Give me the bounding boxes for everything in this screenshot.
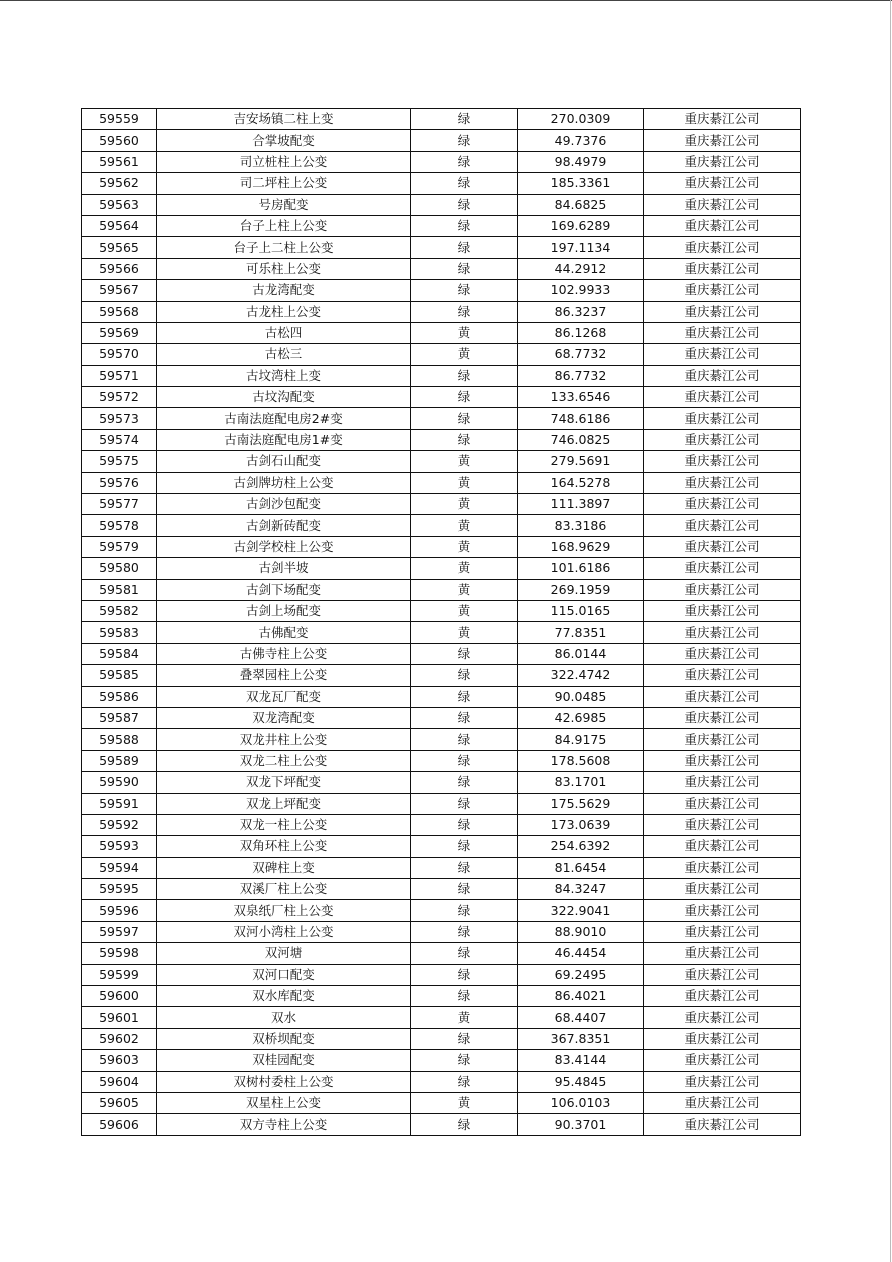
page-right-border	[890, 0, 891, 1262]
status-color-cell: 黄	[411, 472, 518, 493]
status-color-cell: 黄	[411, 515, 518, 536]
status-color-cell: 绿	[411, 707, 518, 728]
table-row	[82, 515, 801, 536]
company-cell: 重庆綦江公司	[644, 793, 801, 814]
company-cell: 重庆綦江公司	[644, 750, 801, 771]
value-cell: 185.3361	[518, 173, 644, 194]
value-cell: 133.6546	[518, 387, 644, 408]
company-cell: 重庆綦江公司	[644, 1028, 801, 1049]
company-cell: 重庆綦江公司	[644, 365, 801, 386]
row-id-cell: 59592	[82, 814, 157, 835]
transformer-name-cell: 双水库配变	[157, 986, 411, 1007]
transformer-name-cell: 古龙湾配变	[157, 280, 411, 301]
transformer-table	[81, 108, 801, 1136]
company-cell: 重庆綦江公司	[644, 237, 801, 258]
value-cell: 83.4144	[518, 1050, 644, 1071]
table-row	[82, 879, 801, 900]
company-cell: 重庆綦江公司	[644, 408, 801, 429]
table-row	[82, 665, 801, 686]
value-cell: 86.7732	[518, 365, 644, 386]
transformer-name-cell: 吉安场镇二柱上变	[157, 109, 411, 130]
transformer-name-cell: 古剑学校柱上公变	[157, 536, 411, 557]
company-cell: 重庆綦江公司	[644, 964, 801, 985]
table-row	[82, 387, 801, 408]
table-row	[82, 900, 801, 921]
company-cell: 重庆綦江公司	[644, 643, 801, 664]
status-color-cell: 绿	[411, 814, 518, 835]
table-row	[82, 814, 801, 835]
row-id-cell: 59596	[82, 900, 157, 921]
table-row	[82, 1028, 801, 1049]
status-color-cell: 绿	[411, 280, 518, 301]
transformer-name-cell: 双星柱上公变	[157, 1092, 411, 1113]
value-cell: 175.5629	[518, 793, 644, 814]
row-id-cell: 59581	[82, 579, 157, 600]
table-row	[82, 365, 801, 386]
transformer-name-cell: 古松三	[157, 344, 411, 365]
table-row	[82, 579, 801, 600]
row-id-cell: 59566	[82, 258, 157, 279]
table-row	[82, 408, 801, 429]
status-color-cell: 绿	[411, 665, 518, 686]
value-cell: 81.6454	[518, 857, 644, 878]
row-id-cell: 59605	[82, 1092, 157, 1113]
company-cell: 重庆綦江公司	[644, 130, 801, 151]
status-color-cell: 绿	[411, 151, 518, 172]
transformer-name-cell: 古剑石山配变	[157, 451, 411, 472]
row-id-cell: 59584	[82, 643, 157, 664]
status-color-cell: 黄	[411, 1007, 518, 1028]
value-cell: 86.0144	[518, 643, 644, 664]
table-row	[82, 1007, 801, 1028]
page-top-border	[0, 0, 892, 1]
company-cell: 重庆綦江公司	[644, 622, 801, 643]
value-cell: 90.3701	[518, 1114, 644, 1135]
value-cell: 101.6186	[518, 558, 644, 579]
row-id-cell: 59577	[82, 494, 157, 515]
row-id-cell: 59573	[82, 408, 157, 429]
transformer-name-cell: 古剑新砖配变	[157, 515, 411, 536]
value-cell: 42.6985	[518, 707, 644, 728]
transformer-name-cell: 双桥坝配变	[157, 1028, 411, 1049]
table-row	[82, 173, 801, 194]
status-color-cell: 黄	[411, 494, 518, 515]
row-id-cell: 59606	[82, 1114, 157, 1135]
status-color-cell: 绿	[411, 1028, 518, 1049]
status-color-cell: 黄	[411, 622, 518, 643]
transformer-name-cell: 古坟沟配变	[157, 387, 411, 408]
transformer-name-cell: 双龙二柱上公变	[157, 750, 411, 771]
transformer-name-cell: 双河塘	[157, 943, 411, 964]
value-cell: 90.0485	[518, 686, 644, 707]
table-row	[82, 322, 801, 343]
company-cell: 重庆綦江公司	[644, 772, 801, 793]
row-id-cell: 59598	[82, 943, 157, 964]
status-color-cell: 黄	[411, 344, 518, 365]
table-row	[82, 536, 801, 557]
value-cell: 164.5278	[518, 472, 644, 493]
row-id-cell: 59595	[82, 879, 157, 900]
status-color-cell: 绿	[411, 750, 518, 771]
value-cell: 279.5691	[518, 451, 644, 472]
row-id-cell: 59585	[82, 665, 157, 686]
row-id-cell: 59580	[82, 558, 157, 579]
row-id-cell: 59587	[82, 707, 157, 728]
value-cell: 106.0103	[518, 1092, 644, 1113]
table-row	[82, 472, 801, 493]
status-color-cell: 黄	[411, 536, 518, 557]
status-color-cell: 绿	[411, 429, 518, 450]
company-cell: 重庆綦江公司	[644, 109, 801, 130]
value-cell: 84.9175	[518, 729, 644, 750]
company-cell: 重庆綦江公司	[644, 900, 801, 921]
value-cell: 254.6392	[518, 836, 644, 857]
transformer-name-cell: 古龙柱上公变	[157, 301, 411, 322]
transformer-name-cell: 双桂园配变	[157, 1050, 411, 1071]
transformer-name-cell: 双溪厂柱上公变	[157, 879, 411, 900]
company-cell: 重庆綦江公司	[644, 986, 801, 1007]
row-id-cell: 59594	[82, 857, 157, 878]
table-row	[82, 280, 801, 301]
status-color-cell: 绿	[411, 964, 518, 985]
table-row	[82, 986, 801, 1007]
company-cell: 重庆綦江公司	[644, 665, 801, 686]
row-id-cell: 59588	[82, 729, 157, 750]
status-color-cell: 绿	[411, 173, 518, 194]
transformer-name-cell: 古剑沙包配变	[157, 494, 411, 515]
row-id-cell: 59593	[82, 836, 157, 857]
transformer-name-cell: 古佛配变	[157, 622, 411, 643]
company-cell: 重庆綦江公司	[644, 515, 801, 536]
transformer-name-cell: 古剑下场配变	[157, 579, 411, 600]
company-cell: 重庆綦江公司	[644, 707, 801, 728]
value-cell: 748.6186	[518, 408, 644, 429]
transformer-name-cell: 古剑牌坊柱上公变	[157, 472, 411, 493]
row-id-cell: 59568	[82, 301, 157, 322]
row-id-cell: 59589	[82, 750, 157, 771]
status-color-cell: 绿	[411, 109, 518, 130]
row-id-cell: 59562	[82, 173, 157, 194]
status-color-cell: 绿	[411, 921, 518, 942]
row-id-cell: 59578	[82, 515, 157, 536]
status-color-cell: 绿	[411, 900, 518, 921]
row-id-cell: 59571	[82, 365, 157, 386]
table-row	[82, 750, 801, 771]
value-cell: 270.0309	[518, 109, 644, 130]
table-row	[82, 707, 801, 728]
table-row	[82, 964, 801, 985]
transformer-name-cell: 叠翠园柱上公变	[157, 665, 411, 686]
company-cell: 重庆綦江公司	[644, 1092, 801, 1113]
transformer-name-cell: 双碑柱上变	[157, 857, 411, 878]
company-cell: 重庆綦江公司	[644, 173, 801, 194]
value-cell: 88.9010	[518, 921, 644, 942]
value-cell: 173.0639	[518, 814, 644, 835]
row-id-cell: 59574	[82, 429, 157, 450]
status-color-cell: 绿	[411, 986, 518, 1007]
table-body	[82, 109, 801, 1136]
company-cell: 重庆綦江公司	[644, 494, 801, 515]
value-cell: 84.3247	[518, 879, 644, 900]
row-id-cell: 59561	[82, 151, 157, 172]
transformer-name-cell: 双龙一柱上公变	[157, 814, 411, 835]
transformer-name-cell: 双水	[157, 1007, 411, 1028]
transformer-name-cell: 台子上柱上公变	[157, 215, 411, 236]
status-color-cell: 绿	[411, 836, 518, 857]
transformer-name-cell: 双泉纸厂柱上公变	[157, 900, 411, 921]
transformer-name-cell: 古南法庭配电房1#变	[157, 429, 411, 450]
status-color-cell: 绿	[411, 729, 518, 750]
company-cell: 重庆綦江公司	[644, 814, 801, 835]
transformer-name-cell: 司立桩柱上公变	[157, 151, 411, 172]
table-row	[82, 558, 801, 579]
value-cell: 83.1701	[518, 772, 644, 793]
company-cell: 重庆綦江公司	[644, 1050, 801, 1071]
value-cell: 77.8351	[518, 622, 644, 643]
status-color-cell: 绿	[411, 1071, 518, 1092]
company-cell: 重庆綦江公司	[644, 879, 801, 900]
transformer-name-cell: 双角环柱上公变	[157, 836, 411, 857]
table-row	[82, 1050, 801, 1071]
company-cell: 重庆綦江公司	[644, 558, 801, 579]
value-cell: 44.2912	[518, 258, 644, 279]
status-color-cell: 绿	[411, 301, 518, 322]
table-row	[82, 301, 801, 322]
status-color-cell: 绿	[411, 130, 518, 151]
company-cell: 重庆綦江公司	[644, 344, 801, 365]
status-color-cell: 黄	[411, 558, 518, 579]
row-id-cell: 59576	[82, 472, 157, 493]
row-id-cell: 59582	[82, 600, 157, 621]
transformer-name-cell: 古剑半坡	[157, 558, 411, 579]
value-cell: 86.3237	[518, 301, 644, 322]
company-cell: 重庆綦江公司	[644, 322, 801, 343]
value-cell: 168.9629	[518, 536, 644, 557]
status-color-cell: 黄	[411, 322, 518, 343]
table-row	[82, 1092, 801, 1113]
table-row	[82, 921, 801, 942]
value-cell: 322.4742	[518, 665, 644, 686]
company-cell: 重庆綦江公司	[644, 451, 801, 472]
table-row	[82, 1114, 801, 1135]
row-id-cell: 59597	[82, 921, 157, 942]
row-id-cell: 59564	[82, 215, 157, 236]
transformer-name-cell: 古松四	[157, 322, 411, 343]
table-row	[82, 622, 801, 643]
table-row	[82, 793, 801, 814]
transformer-name-cell: 可乐柱上公变	[157, 258, 411, 279]
row-id-cell: 59563	[82, 194, 157, 215]
status-color-cell: 绿	[411, 686, 518, 707]
transformer-name-cell: 古南法庭配电房2#变	[157, 408, 411, 429]
transformer-name-cell: 号房配变	[157, 194, 411, 215]
value-cell: 46.4454	[518, 943, 644, 964]
value-cell: 178.5608	[518, 750, 644, 771]
value-cell: 98.4979	[518, 151, 644, 172]
transformer-name-cell: 双方寺柱上公变	[157, 1114, 411, 1135]
value-cell: 169.6289	[518, 215, 644, 236]
status-color-cell: 黄	[411, 600, 518, 621]
table-row	[82, 729, 801, 750]
status-color-cell: 绿	[411, 408, 518, 429]
row-id-cell: 59583	[82, 622, 157, 643]
status-color-cell: 黄	[411, 451, 518, 472]
table-row	[82, 344, 801, 365]
value-cell: 68.4407	[518, 1007, 644, 1028]
status-color-cell: 绿	[411, 1050, 518, 1071]
row-id-cell: 59572	[82, 387, 157, 408]
company-cell: 重庆綦江公司	[644, 429, 801, 450]
table-row	[82, 151, 801, 172]
company-cell: 重庆綦江公司	[644, 600, 801, 621]
value-cell: 86.4021	[518, 986, 644, 1007]
table-row	[82, 215, 801, 236]
row-id-cell: 59602	[82, 1028, 157, 1049]
row-id-cell: 59575	[82, 451, 157, 472]
row-id-cell: 59601	[82, 1007, 157, 1028]
company-cell: 重庆綦江公司	[644, 258, 801, 279]
company-cell: 重庆綦江公司	[644, 836, 801, 857]
value-cell: 269.1959	[518, 579, 644, 600]
status-color-cell: 绿	[411, 387, 518, 408]
company-cell: 重庆綦江公司	[644, 280, 801, 301]
value-cell: 83.3186	[518, 515, 644, 536]
status-color-cell: 绿	[411, 879, 518, 900]
table-row	[82, 1071, 801, 1092]
value-cell: 49.7376	[518, 130, 644, 151]
row-id-cell: 59603	[82, 1050, 157, 1071]
company-cell: 重庆綦江公司	[644, 943, 801, 964]
row-id-cell: 59591	[82, 793, 157, 814]
value-cell: 197.1134	[518, 237, 644, 258]
status-color-cell: 绿	[411, 943, 518, 964]
value-cell: 111.3897	[518, 494, 644, 515]
value-cell: 322.9041	[518, 900, 644, 921]
transformer-name-cell: 双龙湾配变	[157, 707, 411, 728]
table-row	[82, 237, 801, 258]
table-row	[82, 857, 801, 878]
company-cell: 重庆綦江公司	[644, 1007, 801, 1028]
status-color-cell: 绿	[411, 772, 518, 793]
row-id-cell: 59569	[82, 322, 157, 343]
table-row	[82, 130, 801, 151]
transformer-name-cell: 双龙瓦厂配变	[157, 686, 411, 707]
status-color-cell: 绿	[411, 237, 518, 258]
transformer-name-cell: 双树村委柱上公变	[157, 1071, 411, 1092]
status-color-cell: 绿	[411, 1114, 518, 1135]
value-cell: 115.0165	[518, 600, 644, 621]
company-cell: 重庆綦江公司	[644, 536, 801, 557]
company-cell: 重庆綦江公司	[644, 1071, 801, 1092]
transformer-name-cell: 双龙下坪配变	[157, 772, 411, 793]
transformer-name-cell: 双龙井柱上公变	[157, 729, 411, 750]
value-cell: 367.8351	[518, 1028, 644, 1049]
table-row	[82, 643, 801, 664]
status-color-cell: 绿	[411, 857, 518, 878]
value-cell: 102.9933	[518, 280, 644, 301]
value-cell: 84.6825	[518, 194, 644, 215]
table-row	[82, 429, 801, 450]
transformer-name-cell: 古剑上场配变	[157, 600, 411, 621]
company-cell: 重庆綦江公司	[644, 1114, 801, 1135]
table-row	[82, 943, 801, 964]
company-cell: 重庆綦江公司	[644, 729, 801, 750]
table-row	[82, 836, 801, 857]
row-id-cell: 59600	[82, 986, 157, 1007]
row-id-cell: 59604	[82, 1071, 157, 1092]
company-cell: 重庆綦江公司	[644, 579, 801, 600]
company-cell: 重庆綦江公司	[644, 151, 801, 172]
value-cell: 86.1268	[518, 322, 644, 343]
table-row	[82, 494, 801, 515]
table-row	[82, 451, 801, 472]
row-id-cell: 59570	[82, 344, 157, 365]
transformer-name-cell: 双河口配变	[157, 964, 411, 985]
row-id-cell: 59590	[82, 772, 157, 793]
transformer-name-cell: 古佛寺柱上公变	[157, 643, 411, 664]
value-cell: 68.7732	[518, 344, 644, 365]
transformer-name-cell: 双龙上坪配变	[157, 793, 411, 814]
status-color-cell: 绿	[411, 194, 518, 215]
transformer-name-cell: 双河小湾柱上公变	[157, 921, 411, 942]
table-row	[82, 194, 801, 215]
table-row	[82, 258, 801, 279]
row-id-cell: 59586	[82, 686, 157, 707]
status-color-cell: 绿	[411, 215, 518, 236]
status-color-cell: 绿	[411, 258, 518, 279]
status-color-cell: 绿	[411, 365, 518, 386]
transformer-name-cell: 台子上二柱上公变	[157, 237, 411, 258]
row-id-cell: 59599	[82, 964, 157, 985]
transformer-name-cell: 司二坪柱上公变	[157, 173, 411, 194]
company-cell: 重庆綦江公司	[644, 387, 801, 408]
transformer-name-cell: 合掌坡配变	[157, 130, 411, 151]
table-row	[82, 686, 801, 707]
status-color-cell: 黄	[411, 579, 518, 600]
row-id-cell: 59567	[82, 280, 157, 301]
company-cell: 重庆綦江公司	[644, 686, 801, 707]
status-color-cell: 绿	[411, 643, 518, 664]
status-color-cell: 黄	[411, 1092, 518, 1113]
company-cell: 重庆綦江公司	[644, 857, 801, 878]
value-cell: 95.4845	[518, 1071, 644, 1092]
company-cell: 重庆綦江公司	[644, 215, 801, 236]
row-id-cell: 59560	[82, 130, 157, 151]
company-cell: 重庆綦江公司	[644, 194, 801, 215]
table-row	[82, 772, 801, 793]
table-row	[82, 600, 801, 621]
company-cell: 重庆綦江公司	[644, 472, 801, 493]
value-cell: 69.2495	[518, 964, 644, 985]
transformer-name-cell: 古坟湾柱上变	[157, 365, 411, 386]
status-color-cell: 绿	[411, 793, 518, 814]
row-id-cell: 59565	[82, 237, 157, 258]
table-row	[82, 109, 801, 130]
value-cell: 746.0825	[518, 429, 644, 450]
company-cell: 重庆綦江公司	[644, 301, 801, 322]
company-cell: 重庆綦江公司	[644, 921, 801, 942]
row-id-cell: 59579	[82, 536, 157, 557]
row-id-cell: 59559	[82, 109, 157, 130]
